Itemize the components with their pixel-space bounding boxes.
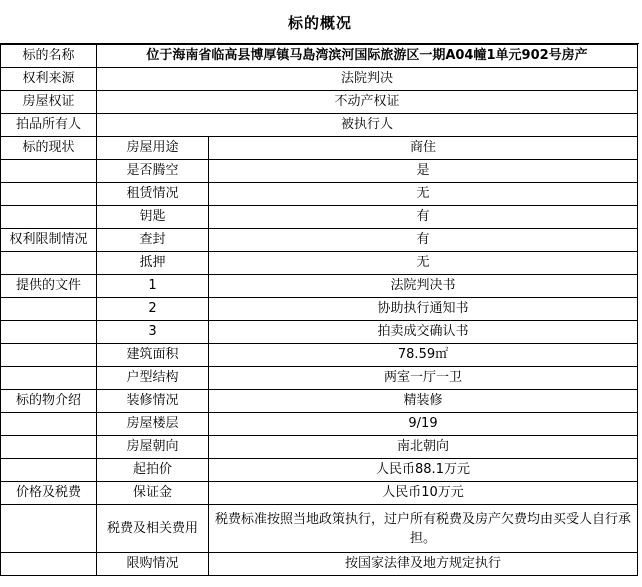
row-label: 查封 [97,229,209,252]
row-value: 协助执行通知书 [209,298,638,321]
table-row [1,229,638,252]
table-row [1,160,638,183]
row-value: 78.59㎡ [209,344,638,367]
group-label: 权利限制情况 [1,229,97,252]
row-label: 3 [97,321,209,344]
row-label: 钥匙 [97,206,209,229]
row-label: 建筑面积 [97,344,209,367]
group-cell [1,344,97,367]
summary-table [0,44,638,576]
row-label: 房屋朝向 [97,436,209,459]
table-row [1,482,638,505]
group-label: 标的物介绍 [1,390,97,413]
row-value: 法院判决书 [209,275,638,298]
group-cell [1,183,97,206]
group-cell [1,367,97,390]
table-row [1,367,638,390]
row-value: 有 [209,229,638,252]
row-value: 人民币10万元 [209,482,638,505]
row-value: 被执行人 [97,114,638,137]
table-row [1,553,638,576]
table-row [1,137,638,160]
row-label: 抵押 [97,252,209,275]
table-row [1,344,638,367]
row-label: 房屋权证 [1,91,97,114]
group-cell [1,436,97,459]
row-label: 是否腾空 [97,160,209,183]
group-cell [1,206,97,229]
row-label: 税费及相关费用 [97,505,209,553]
row-value: 商住 [209,137,638,160]
tax-note-value: 税费标准按照当地政策执行，过户所有税费及房产欠费均由买受人自行承担。 [209,505,638,553]
group-label: 标的现状 [1,137,97,160]
group-cell [1,298,97,321]
group-cell [1,505,97,553]
row-label: 房屋用途 [97,137,209,160]
group-cell [1,553,97,576]
row-value: 南北朝向 [209,436,638,459]
table-row [1,390,638,413]
table-row [1,114,638,137]
row-value: 拍卖成交确认书 [209,321,638,344]
table-row [1,275,638,298]
table-row [1,459,638,482]
table-row [1,413,638,436]
table-row [1,91,638,114]
row-value: 人民币88.1万元 [209,459,638,482]
table-row [1,183,638,206]
row-label: 拍品所有人 [1,114,97,137]
row-label: 保证金 [97,482,209,505]
table-row [1,68,638,91]
group-cell [1,160,97,183]
row-label: 权利来源 [1,68,97,91]
row-value: 精装修 [209,390,638,413]
row-label: 限购情况 [97,553,209,576]
table-row [1,206,638,229]
group-cell [1,413,97,436]
row-label: 标的名称 [1,45,97,68]
row-label: 起拍价 [97,459,209,482]
table-row [1,252,638,275]
group-cell [1,252,97,275]
group-cell [1,321,97,344]
row-value: 不动产权证 [97,91,638,114]
row-label: 1 [97,275,209,298]
table-row [1,505,638,553]
row-value: 9/19 [209,413,638,436]
row-value: 按国家法律及地方规定执行 [209,553,638,576]
table-row [1,321,638,344]
property-name-value: 位于海南省临高县博厚镇马島湾滨河国际旅游区一期A04幢1单元902号房产 [97,45,638,68]
row-label: 装修情况 [97,390,209,413]
row-value: 无 [209,252,638,275]
row-value: 法院判决 [97,68,638,91]
row-value: 是 [209,160,638,183]
row-label: 房屋楼层 [97,413,209,436]
table-row [1,436,638,459]
row-value: 两室一厅一卫 [209,367,638,390]
group-label: 价格及税费 [1,482,97,505]
group-label: 提供的文件 [1,275,97,298]
sheet-title: 标的概况 [287,13,352,32]
row-label: 户型结构 [97,367,209,390]
row-value: 无 [209,183,638,206]
group-cell [1,459,97,482]
table-row [1,298,638,321]
row-label: 2 [97,298,209,321]
row-label: 租赁情况 [97,183,209,206]
row-value: 有 [209,206,638,229]
table-row [1,45,638,68]
